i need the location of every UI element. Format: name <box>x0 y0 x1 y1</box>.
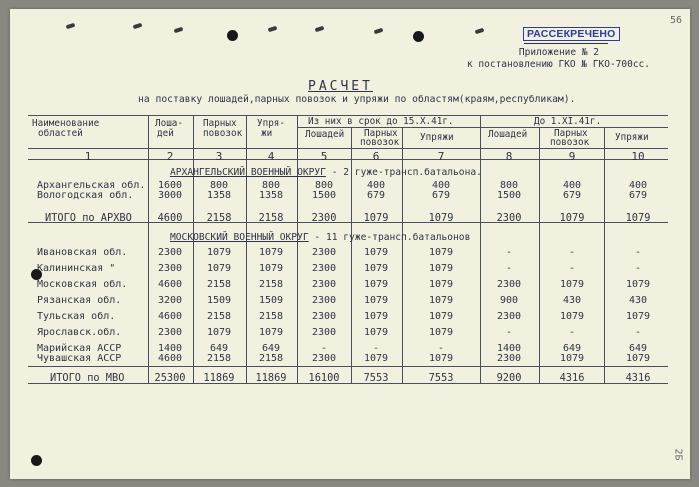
header-harness-line2: жи <box>261 128 273 139</box>
table-cell: 2300 <box>496 311 522 322</box>
table-cell: 2158 <box>258 311 284 322</box>
table-cell: 1079 <box>625 279 651 290</box>
table-cell: 4600 <box>157 353 183 364</box>
table-cell: 2300 <box>311 353 337 364</box>
table-cell: 4316 <box>559 372 585 384</box>
table-row <box>10 279 690 290</box>
table-cell: 2300 <box>157 247 183 258</box>
header-carts-line2: повозок <box>203 128 243 139</box>
table-cell: 2300 <box>496 353 522 364</box>
punch-mark <box>174 27 184 34</box>
table-cell: 679 <box>431 190 451 201</box>
appendix-line-1: Приложение № 2 <box>518 47 599 58</box>
table-cell: 1400 <box>157 343 183 354</box>
section-heading-arkhvo <box>170 167 482 178</box>
table-cell: 1079 <box>428 295 454 306</box>
table-cell: - <box>634 263 642 274</box>
table-row <box>10 311 690 322</box>
table-cell: 9200 <box>496 372 522 384</box>
header-group-deadline-1: Из них в срок до 15.X.41г. <box>308 116 454 127</box>
table-cell: 1079 <box>363 327 389 338</box>
section-heading-mvo <box>170 232 470 243</box>
header-sub-horses-2: Лошадей <box>488 129 528 140</box>
district-name: МОСКОВСКИЙ ВОЕННЫЙ ОКРУГ <box>170 232 309 243</box>
table-cell: 1079 <box>559 311 585 322</box>
table-cell: 1079 <box>428 311 454 322</box>
document-sheet <box>10 9 690 479</box>
total-label: ИТОГО по МВО <box>50 372 125 384</box>
declassified-stamp: РАССЕКРЕЧЕНО <box>523 27 620 41</box>
table-cell: 2300 <box>311 212 337 224</box>
table-cell: 1079 <box>258 263 284 274</box>
column-number: 5 <box>320 150 328 163</box>
table-cell: 1358 <box>206 190 232 201</box>
table-cell: - <box>320 343 328 354</box>
table-cell: 1079 <box>559 353 585 364</box>
table-row <box>10 353 690 364</box>
page-number: 56 <box>670 15 683 26</box>
header-horses-line2: дей <box>157 128 174 139</box>
punch-mark <box>66 23 76 30</box>
table-cell: 1079 <box>206 327 232 338</box>
table-cell: 2158 <box>206 353 232 364</box>
table-cell: 679 <box>628 190 648 201</box>
table-cell: 2158 <box>206 212 232 224</box>
strikethrough-line <box>524 43 608 44</box>
table-cell: 2300 <box>157 327 183 338</box>
header-sub-carts-1-line2: повозок <box>360 137 400 148</box>
table-cell: 4600 <box>157 311 183 322</box>
table-cell: 400 <box>628 180 648 191</box>
table-cell: 3200 <box>157 295 183 306</box>
header-group-deadline-2: До 1.XI.41г. <box>534 116 602 127</box>
table-cell: 430 <box>562 295 582 306</box>
table-cell: 1079 <box>258 247 284 258</box>
table-cell: 1079 <box>428 212 454 224</box>
table-cell: - <box>505 247 513 258</box>
table-cell: - <box>372 343 380 354</box>
table-cell: 7553 <box>428 372 454 384</box>
table-cell: 1509 <box>258 295 284 306</box>
table-cell: 2300 <box>311 263 337 274</box>
table-cell: 679 <box>366 190 386 201</box>
table-cell: 1079 <box>428 247 454 258</box>
table-cell: 2300 <box>496 279 522 290</box>
table-cell: 2300 <box>496 212 522 224</box>
column-number: 1 <box>84 150 92 163</box>
table-cell: 1079 <box>363 212 389 224</box>
table-cell: 1400 <box>496 343 522 354</box>
table-cell: 800 <box>261 180 281 191</box>
header-sub-horses-1: Лошадей <box>305 129 345 140</box>
group-rule <box>297 127 668 128</box>
header-sub-carts-2-line2: повозок <box>550 137 590 148</box>
region-name: Московская обл. <box>37 279 128 290</box>
table-cell: 1079 <box>363 263 389 274</box>
table-cell: 2158 <box>258 212 284 224</box>
table-cell: 3000 <box>157 190 183 201</box>
header-carts-line1: Парных <box>203 118 237 129</box>
region-name: Ивановская обл. <box>37 247 128 258</box>
table-cell: 679 <box>562 190 582 201</box>
table-cell: 1079 <box>428 353 454 364</box>
table-cell: 1500 <box>496 190 522 201</box>
table-total-row <box>10 372 690 383</box>
header-rule <box>28 148 668 149</box>
table-cell: 11869 <box>203 372 235 384</box>
table-cell: 1079 <box>428 279 454 290</box>
column-number: 2 <box>166 150 174 163</box>
table-cell: 1079 <box>363 353 389 364</box>
table-cell: 1079 <box>363 247 389 258</box>
table-cell: - <box>568 263 576 274</box>
grand-total-rule <box>28 366 668 367</box>
table-cell: - <box>568 327 576 338</box>
table-cell: 649 <box>628 343 648 354</box>
header-name-line1: Наименование <box>32 118 100 129</box>
appendix-line-2: к постановлению ГКО № ГКО-700сс. <box>466 59 650 70</box>
table-cell: 400 <box>562 180 582 191</box>
column-number: 4 <box>267 150 275 163</box>
punch-hole <box>31 455 42 466</box>
punch-mark <box>133 23 143 30</box>
table-cell: 1079 <box>625 353 651 364</box>
table-cell: 2300 <box>311 295 337 306</box>
region-name: Тульская обл. <box>37 311 116 322</box>
header-sub-harness-1: Упряжи <box>420 132 454 143</box>
table-cell: - <box>634 327 642 338</box>
table-cell: 1079 <box>363 279 389 290</box>
table-cell: 800 <box>499 180 519 191</box>
table-cell: 2158 <box>206 311 232 322</box>
column-number: 7 <box>437 150 445 163</box>
table-cell: - <box>568 247 576 258</box>
table-cell: 11869 <box>255 372 287 384</box>
table-row <box>10 190 690 201</box>
table-cell: - <box>437 343 445 354</box>
table-cell: 800 <box>209 180 229 191</box>
table-cell: 1079 <box>206 247 232 258</box>
table-row <box>10 263 690 274</box>
table-row <box>10 327 690 338</box>
punch-mark <box>315 26 325 33</box>
table-cell: 1079 <box>258 327 284 338</box>
table-cell: 1358 <box>258 190 284 201</box>
punch-hole <box>413 31 424 42</box>
header-sub-harness-2: Упряжи <box>615 132 649 143</box>
region-name: Марийская АССР <box>37 343 122 354</box>
table-cell: 400 <box>431 180 451 191</box>
table-cell: 1600 <box>157 180 183 191</box>
punch-mark <box>374 28 384 35</box>
punch-mark <box>475 28 485 35</box>
table-cell: 800 <box>314 180 334 191</box>
table-cell: 2300 <box>311 247 337 258</box>
table-cell: 649 <box>562 343 582 354</box>
header-sub-carts-2-line1: Парных <box>554 128 588 139</box>
document-subtitle: на поставку лошадей,парных повозок и упряжи по областям(краям,республикам). <box>138 94 576 105</box>
table-cell: 900 <box>499 295 519 306</box>
punch-hole <box>227 30 238 41</box>
table-cell: 1500 <box>311 190 337 201</box>
page-number-bottom: 2Б <box>672 448 684 461</box>
header-sub-carts-1-line1: Парных <box>364 128 398 139</box>
table-cell: 400 <box>366 180 386 191</box>
table-cell: 2158 <box>258 353 284 364</box>
table-cell: 1079 <box>363 295 389 306</box>
table-cell: 2300 <box>311 311 337 322</box>
header-harness-line1: Упря- <box>257 118 285 129</box>
district-note: - 2 гуже-трансп.батальона. <box>331 167 482 178</box>
table-cell: 649 <box>209 343 229 354</box>
table-cell: 2300 <box>157 263 183 274</box>
header-name-line2: областей <box>38 128 83 139</box>
table-cell: 1079 <box>559 279 585 290</box>
table-cell: 1509 <box>206 295 232 306</box>
column-number: 3 <box>215 150 223 163</box>
punch-mark <box>268 26 278 33</box>
table-cell: 1079 <box>625 311 651 322</box>
table-cell: 1079 <box>363 311 389 322</box>
column-number: 6 <box>372 150 380 163</box>
table-cell: 4600 <box>157 212 183 224</box>
table-cell: 1079 <box>625 212 651 224</box>
region-name: Архангельская обл. <box>37 180 146 191</box>
table-cell: 430 <box>628 295 648 306</box>
total-label: ИТОГО по АРХВО <box>45 212 132 224</box>
district-name: АРХАНГЕЛЬСКИЙ ВОЕННЫЙ ОКРУГ <box>170 167 326 178</box>
header-horses-line1: Лоша- <box>155 118 183 129</box>
table-row <box>10 295 690 306</box>
table-cell: - <box>505 263 513 274</box>
table-cell: 649 <box>261 343 281 354</box>
table-cell: 25300 <box>154 372 186 384</box>
column-number: 9 <box>568 150 576 163</box>
table-cell: 2300 <box>311 327 337 338</box>
document-title: РАСЧЕТ <box>308 79 373 94</box>
table-cell: - <box>634 247 642 258</box>
table-cell: 2158 <box>258 279 284 290</box>
table-cell: 1079 <box>428 327 454 338</box>
region-name: Вологодская обл. <box>37 190 134 201</box>
column-number: 10 <box>631 150 645 163</box>
region-name: Чувашская АССР <box>37 353 122 364</box>
table-cell: 1079 <box>559 212 585 224</box>
table-cell: 4600 <box>157 279 183 290</box>
region-name: Рязанская обл. <box>37 295 122 306</box>
table-cell: 2300 <box>311 279 337 290</box>
table-row <box>10 247 690 258</box>
table-total-row <box>10 212 690 223</box>
region-name: Калининская " <box>37 263 116 274</box>
table-cell: 4316 <box>625 372 651 384</box>
table-cell: 7553 <box>363 372 389 384</box>
table-cell: 2158 <box>206 279 232 290</box>
table-cell: 1079 <box>206 263 232 274</box>
district-note: - 11 гуже-трансп.батальонов <box>314 232 471 243</box>
column-number: 8 <box>505 150 513 163</box>
region-name: Ярославск.обл. <box>37 327 122 338</box>
table-cell: 1079 <box>428 263 454 274</box>
table-cell: - <box>505 327 513 338</box>
table-cell: 16100 <box>308 372 340 384</box>
